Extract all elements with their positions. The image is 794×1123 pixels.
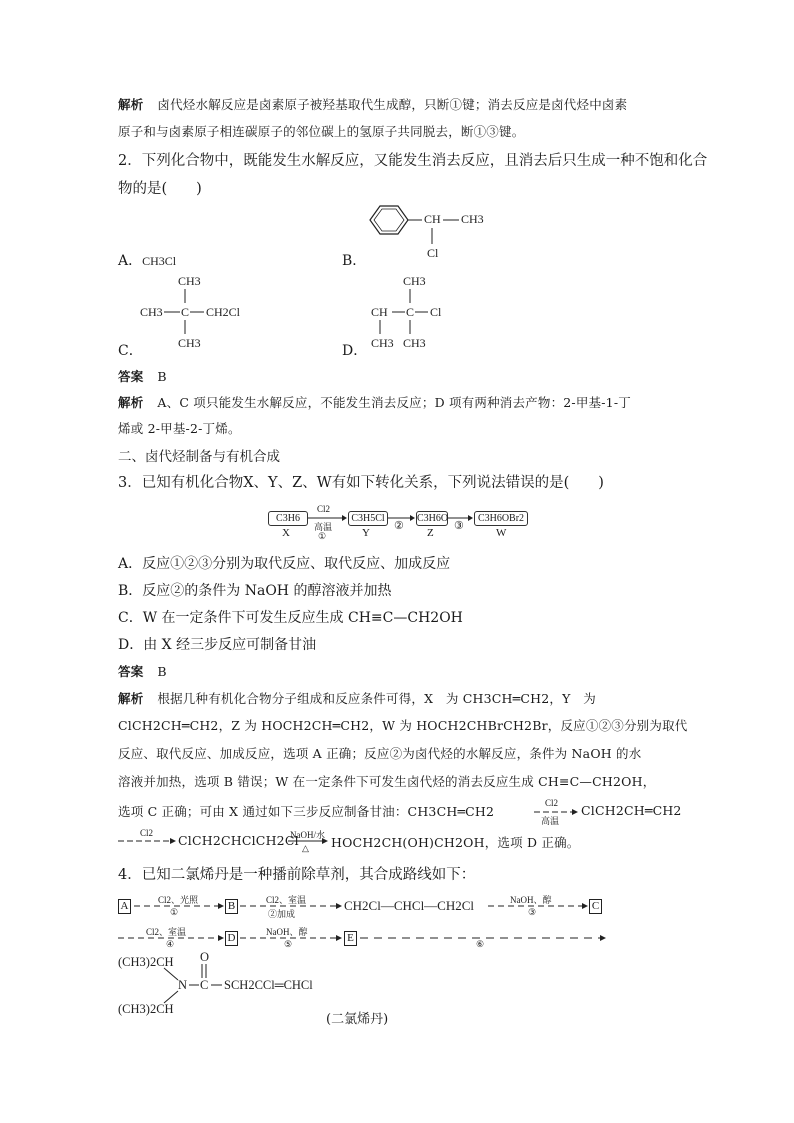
option-formula: CH3Cl <box>142 254 177 268</box>
product-name: (二氯烯丹) <box>326 1012 389 1027</box>
arrow-head <box>600 935 606 941</box>
q3-option-b: B．反应②的条件为 NaOH 的醇溶液并加热 <box>118 583 392 599</box>
option-label: A． <box>118 253 143 269</box>
label-y: Y <box>362 527 370 539</box>
arrow1-top: Cl2 <box>317 504 331 514</box>
q1-analysis-line2: 原子和与卤素原子相连碳原子的邻位碳上的氢原子共同脱去，断①③键。 <box>118 124 525 139</box>
arrow-head <box>468 515 473 521</box>
option-d-bl: CH3 <box>371 336 394 350</box>
option-c-bottom: CH3 <box>178 336 201 350</box>
option-b-cl: Cl <box>427 246 439 260</box>
option-b-ch3: CH3 <box>461 212 484 226</box>
r5-top: NaOH、醇 <box>266 927 308 937</box>
compound-box-z: C3H6O <box>417 513 449 524</box>
label-z: Z <box>427 527 434 539</box>
r2-bottom: ②加成 <box>268 909 296 919</box>
compound-box-w: C3H6OBr2 <box>474 511 528 526</box>
q2-option-a <box>118 250 176 270</box>
option-d-c: C <box>406 305 415 319</box>
line5-cond-bottom: 高温 <box>541 816 560 826</box>
benzene-ring-icon <box>370 206 408 234</box>
line6-cond2-bottom: △ <box>302 843 309 853</box>
q3-option-d: D．由 X 经三步反应可制备甘油 <box>118 637 317 653</box>
product-c: C <box>200 978 209 992</box>
answer-label: 答案 <box>118 369 144 384</box>
q3-analysis-line2: ClCH2CH═CH2，Z 为 HOCH2CH═CH2，W 为 HOCH2CHBrCH2Br，反应①②③分别为取代 <box>118 718 688 733</box>
q3-stem: 3．已知有机化合物X、Y、Z、W有如下转化关系，下列说法错误的是( ) <box>118 475 604 491</box>
arrow1-num: ① <box>318 531 327 541</box>
r2-top: Cl2、室温 <box>266 895 307 905</box>
section-title: 二、卤代烃制备与有机合成 <box>118 449 280 465</box>
arrow-head <box>218 935 224 941</box>
arrow-head <box>336 903 342 909</box>
q3-analysis-line1 <box>118 690 678 708</box>
q4-stem: 4．已知二氯烯丹是一种播前除草剂，其合成路线如下： <box>118 867 476 883</box>
q2-answer <box>118 368 678 386</box>
answer-label: 答案 <box>118 664 144 679</box>
option-c-top: CH3 <box>178 274 201 288</box>
q2-option-c-label: C． <box>118 343 143 359</box>
q2-analysis-line1 <box>118 394 678 412</box>
product-group-bottom: (CH3)2CH <box>118 1002 174 1016</box>
r4-top: Cl2、室温 <box>146 927 187 937</box>
product-group-top: (CH3)2CH <box>118 955 174 969</box>
option-c-left: CH3 <box>140 305 163 319</box>
r4-num: ④ <box>166 939 175 949</box>
answer-value: B <box>157 369 167 384</box>
q3-option-a: A．反应①②③分别为取代反应、取代反应、加成反应 <box>118 556 451 572</box>
option-d-ch: CH <box>371 305 388 319</box>
line6-cond1: Cl2 <box>140 828 154 838</box>
q3-option-c: C．W 在一定条件下可发生反应生成 CH≡C—CH2OH <box>118 610 463 626</box>
line6-mid: ClCH2CHClCH2Cl <box>178 833 299 848</box>
option-c-right: CH2Cl <box>206 305 241 319</box>
arrow-head <box>170 838 176 844</box>
q2-stem-line1: 2．下列化合物中，既能发生水解反应，又能发生消去反应，且消去后只生成一种不饱和化合 <box>118 153 708 169</box>
analysis-label: 解析 <box>118 691 144 706</box>
q2-stem-line2: 物的是( ) <box>118 181 202 197</box>
r3-num: ③ <box>528 907 537 917</box>
line6-post: HOCH2CH(OH)CH2OH，选项 D 正确。 <box>331 835 580 850</box>
option-b-ch: CH <box>424 212 441 226</box>
arrow3-num: ③ <box>454 520 464 532</box>
r3-top: NaOH、醇 <box>510 895 552 905</box>
q3-analysis-line3: 反应、取代反应、加成反应，选项 A 正确；反应②为卤代烃的水解反应，条件为 NaOH 的水 <box>118 746 642 761</box>
box-a: A <box>118 899 131 914</box>
analysis-text: A、C 项只能发生水解反应，不能发生消去反应；D 项有两种消去产物：2-甲基-1-丁 <box>157 395 631 410</box>
analysis-label: 解析 <box>118 97 144 112</box>
option-c-center: C <box>181 305 190 319</box>
r5-num: ⑤ <box>284 939 293 949</box>
product-n: N <box>178 978 188 992</box>
q2-option-d-label: D． <box>342 343 368 359</box>
option-d-cl: Cl <box>430 305 442 319</box>
arrow1-bottom: 高温 <box>314 522 333 532</box>
compound-box-x: C3H6 <box>268 511 308 526</box>
arrow-head <box>410 515 415 521</box>
arrow-head <box>218 903 224 909</box>
box-d: D <box>225 931 238 946</box>
middle-compound: CH2Cl—CHCl—CH2Cl <box>344 898 475 913</box>
r1-top: Cl2、光照 <box>158 895 199 905</box>
arrow-head <box>336 935 342 941</box>
arrow-head <box>342 515 347 521</box>
box-b: B <box>225 899 238 914</box>
compound-box-y: C3H5Cl <box>348 511 388 526</box>
arrow-head <box>582 903 588 909</box>
q3-answer <box>118 663 678 681</box>
product-chain: SCH2CCl═CHCl <box>224 978 313 992</box>
r1-num: ① <box>170 907 179 917</box>
q2-option-b-label: B． <box>342 253 367 269</box>
answer-value: B <box>157 664 167 679</box>
line5-post: ClCH2CH═CH2 <box>581 803 682 818</box>
q3-analysis-line5: 选项 C 正确；可由 X 通过如下三步反应制备甘油：CH3CH═CH2 <box>118 804 495 819</box>
r6-num: ⑥ <box>476 939 485 949</box>
q3-analysis-line4: 溶液并加热，选项 B 错误；W 在一定条件下可发生卤代烃的消去反应生成 CH≡C—CH2OH， <box>118 774 656 789</box>
analysis-label: 解析 <box>118 395 144 410</box>
product-o: O <box>200 950 210 964</box>
analysis-text: 卤代烃水解反应是卤素原子被羟基取代生成醇，只断①键；消去反应是卤代烃中卤素 <box>157 97 628 112</box>
analysis-text: 根据几种有机化合物分子组成和反应条件可得，X 为 CH3CH═CH2，Y 为 <box>157 691 596 706</box>
box-c: C <box>589 899 602 914</box>
q2-analysis-line2: 烯或 2-甲基-2-丁烯。 <box>118 421 241 436</box>
label-x: X <box>282 527 290 539</box>
line5-cond-top: Cl2 <box>545 798 559 808</box>
option-d-br: CH3 <box>403 336 426 350</box>
arrow2-num: ② <box>394 520 404 532</box>
option-d-top: CH3 <box>403 274 426 288</box>
label-w: W <box>496 527 507 539</box>
box-e: E <box>344 931 357 946</box>
line6-cond2-top: NaOH/水 <box>290 830 325 840</box>
